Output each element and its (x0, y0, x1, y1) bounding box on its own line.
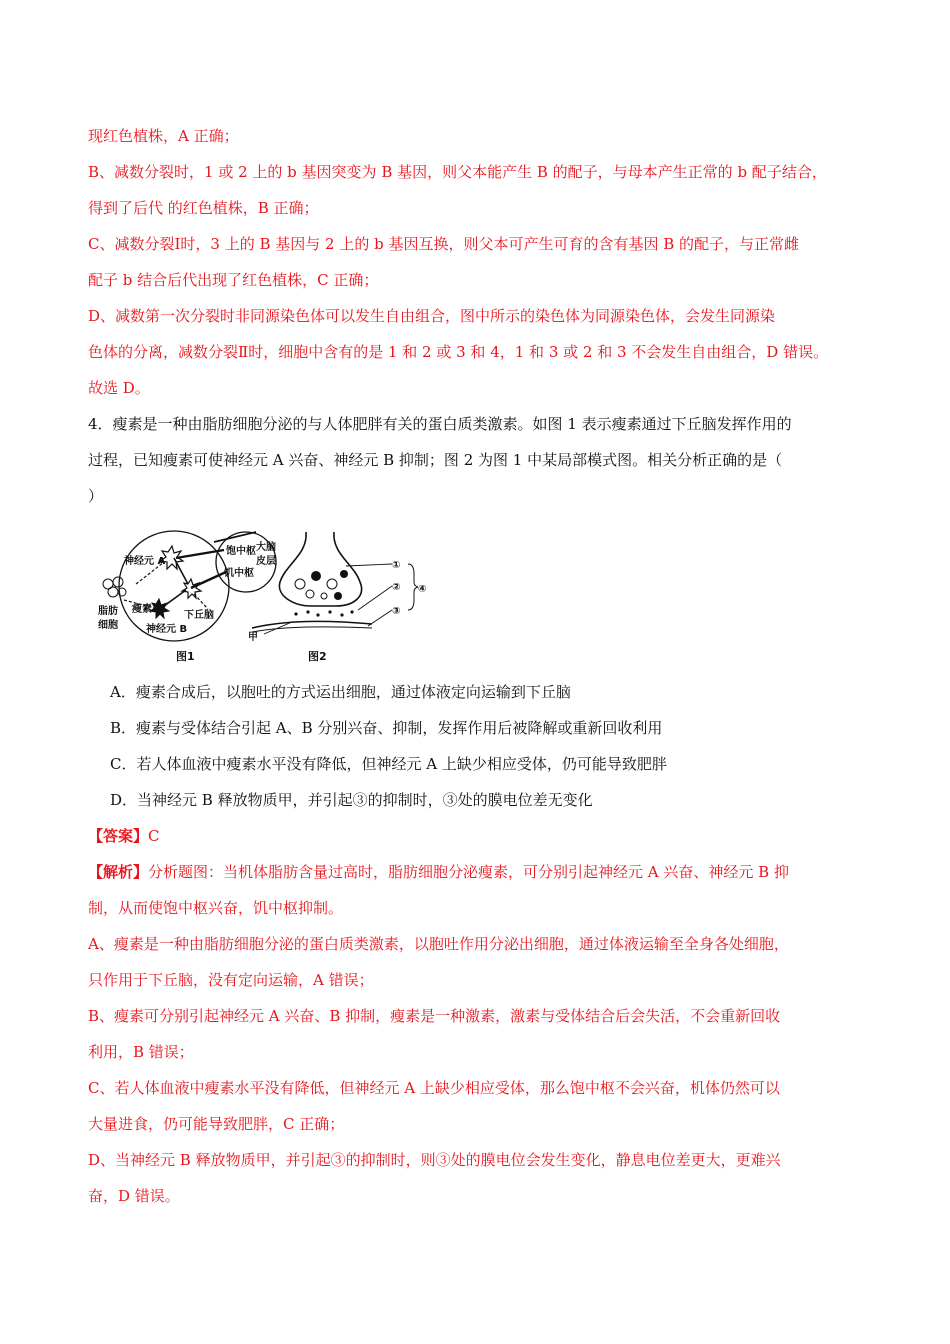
document-page (88, 118, 872, 1214)
analysis-tag: 【解析】 (88, 863, 149, 881)
vesicle (334, 592, 342, 600)
label-1: ① (392, 560, 401, 571)
label-cortex-1: 大脑 (256, 542, 276, 553)
label-neuron-a: 神经元 A (124, 556, 166, 567)
analysis-text: 分析题图：当机体脂肪含量过高时，脂肪细胞分泌瘦素，可分别引起神经元 A 兴奋、神经元 B 抑 (148, 863, 789, 881)
explanation-line: D、减数第一次分裂时非同源染色体可以发生自由组合，图中所示的染色体为同源染色体，会发生同源染 (88, 307, 776, 325)
option-b: B．瘦素与受体结合引起 A、B 分别兴奋、抑制，发挥作用后被降解或重新回收利用 (110, 719, 663, 737)
analysis (88, 854, 872, 1214)
vesicle (321, 593, 327, 599)
vesicle (311, 571, 321, 581)
label-fat-2: 细胞 (98, 620, 118, 631)
analysis-line: 制，从而使饱中枢兴奋，饥中枢抑制。 (88, 899, 344, 917)
explanation-line: B、减数分裂时，1 或 2 上的 b 基因突变为 B 基因，则父本能产生 B 的配子，与母本产生正常的 b 配子结合， (88, 163, 827, 181)
answer-value: C (148, 827, 160, 845)
explanation-line: 配子 b 结合后代出现了红色植株，C 正确； (88, 271, 379, 289)
label-leptin: 瘦素 (132, 604, 152, 615)
question-options (88, 674, 872, 818)
figure-diagram (96, 514, 426, 674)
neuron-b-shape (150, 599, 169, 618)
vesicle (340, 570, 348, 578)
question-line: 4．瘦素是一种由脂肪细胞分泌的与人体肥胖有关的蛋白质类激素。如图 1 表示瘦素通过下丘脑发挥作用的 (88, 415, 792, 433)
fat-cell (113, 577, 123, 587)
question-figure (96, 514, 872, 674)
label-hunger: 饥中枢 (224, 568, 254, 579)
explanation-line: C、减数分裂Ⅰ时，3 上的 B 基因与 2 上的 b 基因互换，则父本可产生可育的含有基因 B 的配子，与正常雌 (88, 235, 800, 253)
answer-line (88, 818, 872, 854)
axon-line (164, 590, 186, 606)
vesicle (306, 590, 314, 598)
label-cortex-2: 皮层 (256, 556, 276, 567)
option-a: A．瘦素合成后，以胞吐的方式运出细胞，通过体液定向运输到下丘脑 (110, 683, 571, 701)
figure-2-caption: 图2 (308, 650, 327, 663)
question-stem (88, 406, 872, 514)
label-3: ③ (392, 606, 401, 617)
question-line: ） (88, 487, 104, 505)
analysis-first-line (88, 854, 872, 890)
label-hypothalamus: 下丘脑 (184, 610, 214, 621)
fat-cell (108, 587, 118, 597)
explanation-line: 得到了后代 的红色植株，B 正确； (88, 199, 319, 217)
synapse-terminal (279, 532, 361, 606)
analysis-line: 只作用于下丘脑，没有定向运输，A 错误； (88, 971, 374, 989)
analysis-line: A、瘦素是一种由脂肪细胞分泌的蛋白质类激素，以胞吐作用分泌出细胞，通过体液运输至全身各处细胞， (88, 935, 789, 953)
label-jia: 甲 (248, 632, 258, 643)
label-satiety: 饱中枢 (226, 546, 256, 557)
previous-explanation (88, 118, 872, 406)
explanation-line: 现红色植株，A 正确； (88, 127, 239, 145)
answer-tag: 【答案】 (88, 827, 149, 845)
vesicle (327, 579, 337, 589)
analysis-line: D、当神经元 B 释放物质甲，并引起③的抑制时，则③处的膜电位会发生变化，静息电位差更大，更难兴 (88, 1151, 781, 1169)
figure-1-caption: 图1 (176, 650, 195, 663)
option-d: D．当神经元 B 释放物质甲，并引起③的抑制时，③处的膜电位差无变化 (110, 791, 593, 809)
label-4: ④ (418, 584, 426, 595)
axon-line (191, 572, 226, 588)
label-2: ② (392, 582, 401, 593)
label-fat-1: 脂肪 (98, 606, 118, 617)
analysis-line: 利用，B 错误； (88, 1043, 194, 1061)
label-neuron-b: 神经元 B (146, 624, 188, 635)
explanation-line: 故选 D。 (88, 379, 150, 397)
axon-line (174, 558, 188, 584)
analysis-line: B、瘦素可分别引起神经元 A 兴奋、B 抑制，瘦素是一种激素，激素与受体结合后会失活，不会重新回收 (88, 1007, 781, 1025)
question-line: 过程，已知瘦素可使神经元 A 兴奋、神经元 B 抑制；图 2 为图 1 中某局部模式图。相关分析正确的是（ (88, 451, 783, 469)
analysis-line: 奋，D 错误。 (88, 1187, 180, 1205)
analysis-line: C、若人体血液中瘦素水平没有降低，但神经元 A 上缺少相应受体，那么饱中枢不会兴奋，机体仍然可以 (88, 1079, 780, 1097)
option-c: C．若人体血液中瘦素水平没有降低，但神经元 A 上缺少相应受体，仍可能导致肥胖 (110, 755, 667, 773)
vesicle (295, 579, 305, 589)
explanation-line: 色体的分离，减数分裂Ⅱ时，细胞中含有的是 1 和 2 或 3 和 4，1 和 3 或 2 和 3 不会发生自由组合，D 错误。 (88, 343, 829, 361)
analysis-line: 大量进食，仍可能导致肥胖，C 正确； (88, 1115, 345, 1133)
